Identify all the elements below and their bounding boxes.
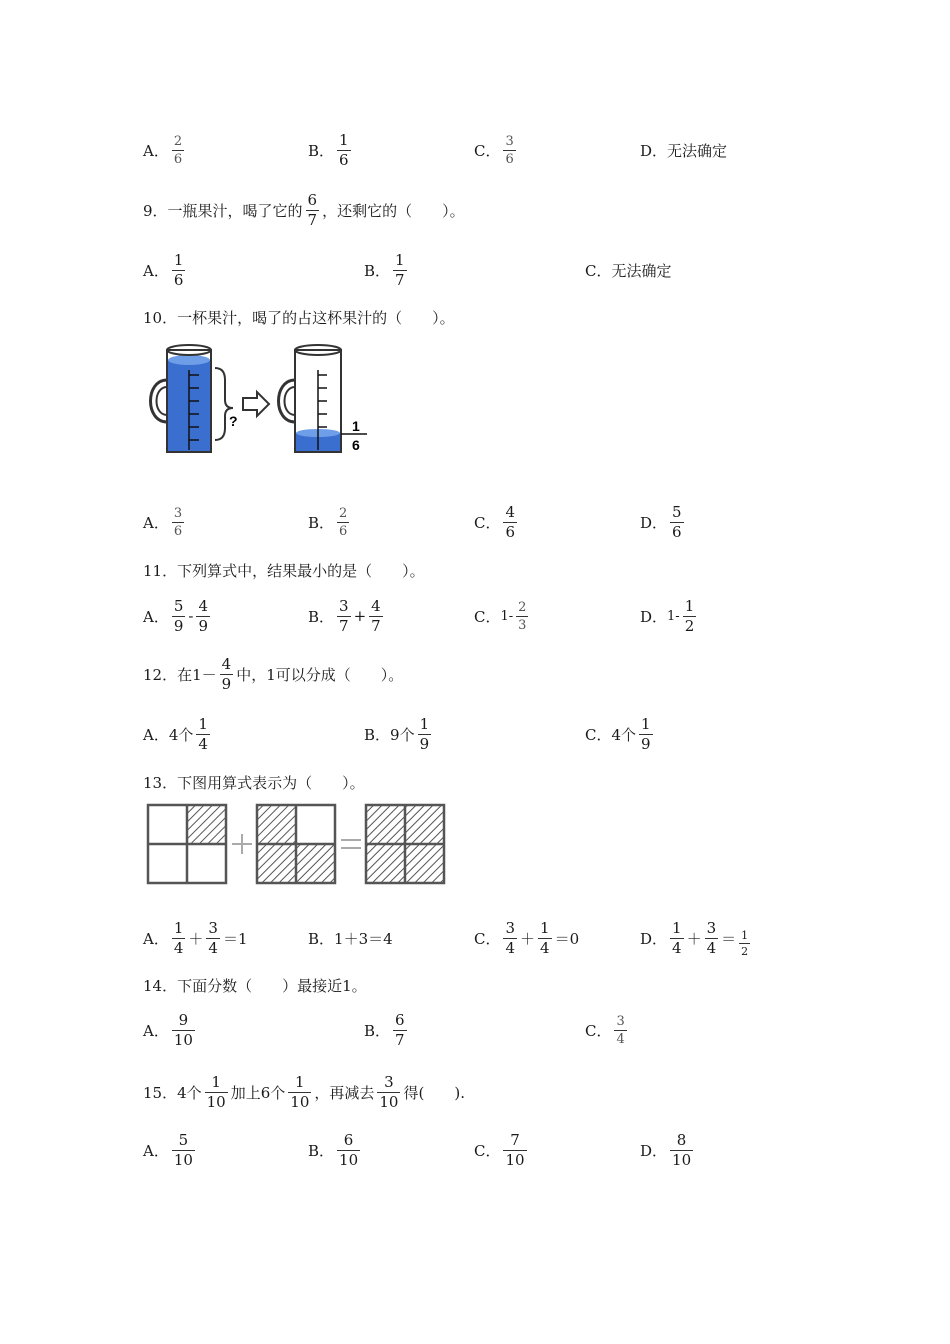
- q14-question: 14．下面分数（ ）最接近1。: [143, 976, 367, 995]
- fraction: $\frac{1}{7}$: [395, 250, 405, 289]
- question-mark: ?: [229, 413, 238, 429]
- q11-options: [0, 586, 950, 646]
- q10-option-c[interactable]: C． $\frac{4}{6}$: [474, 502, 516, 541]
- fraction: $\frac{1}{4}$: [198, 714, 208, 753]
- fraction: $\frac{3}{7}$: [339, 596, 349, 635]
- fraction: $\frac{3}{4}$: [208, 918, 218, 957]
- fraction: $\frac{1}{10}$: [290, 1072, 310, 1111]
- fraction: $\frac{3}{4}$: [706, 918, 717, 957]
- q15-option-a[interactable]: A． $\frac{5}{10}$: [143, 1130, 193, 1169]
- fraction: $\frac{5}{6}$: [672, 502, 682, 541]
- fraction: $\frac{6}{7}$: [307, 190, 318, 229]
- fraction: $\frac{5}{9}$: [173, 596, 184, 635]
- q12-option-b[interactable]: B． 9个 $\frac{1}{9}$: [364, 714, 430, 753]
- fraction: $\frac{1}{4}$: [672, 918, 682, 957]
- fraction: $\frac{1}{2}$: [741, 928, 749, 958]
- q13-option-a[interactable]: A． $\frac{1}{4}$ ＋ $\frac{3}{4}$ ＝1: [143, 918, 248, 957]
- arrow-right-icon: [243, 392, 269, 416]
- q10-option-b[interactable]: B． $\frac{2}{6}$: [308, 505, 348, 539]
- fraction: $\frac{4}{7}$: [371, 596, 381, 635]
- q13-option-c[interactable]: C． $\frac{3}{4}$ ＋ $\frac{1}{4}$ ＝0: [474, 918, 580, 957]
- q13-question: 13．下图用算式表示为（ ）。: [143, 773, 365, 792]
- q14-option-c[interactable]: C． $\frac{3}{4}$: [585, 1013, 625, 1047]
- q12-option-c[interactable]: C． 4个 $\frac{1}{9}$: [585, 714, 651, 753]
- q8-option-a[interactable]: A． $\frac{2}{6}$: [143, 133, 183, 167]
- plus-sign: [232, 834, 252, 854]
- q10-question: 10．一杯果汁，喝了的占这杯果汁的（ ）。: [143, 308, 455, 327]
- q8-option-c[interactable]: C． $\frac{3}{6}$: [474, 133, 514, 167]
- q15-option-c[interactable]: C． $\frac{7}{10}$: [474, 1130, 525, 1169]
- q11-question: 11．下列算式中，结果最小的是（ ）。: [143, 561, 425, 580]
- fraction: $\frac{1}{4}$: [173, 918, 184, 957]
- square-three-quarters: [257, 805, 335, 883]
- fraction: $\frac{1}{9}$: [419, 714, 430, 753]
- q13-options: [0, 908, 950, 968]
- square-one-quarter: [148, 805, 226, 883]
- fraction-label-den: 6: [352, 437, 360, 453]
- fraction: $\frac{6}{10}$: [339, 1130, 359, 1169]
- q9-options: [0, 240, 950, 300]
- q10-option-d[interactable]: D． $\frac{5}{6}$: [640, 502, 682, 541]
- q15-options: [0, 1120, 950, 1180]
- fraction: $\frac{4}{6}$: [505, 502, 516, 541]
- fraction-label-num: 1: [352, 418, 360, 434]
- q14-option-a[interactable]: A． $\frac{9}{10}$: [143, 1010, 193, 1049]
- q15-option-d[interactable]: D． $\frac{8}{10}$: [640, 1130, 692, 1169]
- q11-option-c[interactable]: C． 1- $\frac{2}{3}$: [474, 599, 527, 633]
- fraction: $\frac{1}{4}$: [540, 918, 550, 957]
- square-full: [366, 805, 444, 883]
- q9-option-c[interactable]: C． 无法确定: [585, 261, 672, 280]
- q11-option-b[interactable]: B． $\frac{3}{7}$ + $\frac{4}{7}$: [308, 596, 381, 635]
- fraction: $\frac{2}{6}$: [339, 505, 348, 539]
- fraction: $\frac{1}{2}$: [684, 596, 695, 635]
- fraction: $\frac{9}{10}$: [173, 1010, 193, 1049]
- q13-option-b[interactable]: B． 1＋3＝4: [308, 929, 393, 948]
- q13-option-d[interactable]: D． $\frac{1}{4}$ ＋ $\frac{3}{4}$ ＝ $\frac{1}{2}$: [640, 918, 749, 958]
- fraction: $\frac{1}{10}$: [206, 1072, 226, 1111]
- fraction: $\frac{3}{10}$: [379, 1072, 399, 1111]
- q9-option-b[interactable]: B． $\frac{1}{7}$: [364, 250, 405, 289]
- fraction: $\frac{8}{10}$: [672, 1130, 692, 1169]
- fraction: $\frac{3}{6}$: [505, 133, 514, 167]
- fraction: $\frac{4}{9}$: [198, 596, 209, 635]
- q12-options: [0, 704, 950, 764]
- q12-question: 12．在1－ $\frac{4}{9}$ 中，1可以分成（ ）。: [143, 654, 404, 693]
- fraction: $\frac{1}{6}$: [339, 130, 349, 169]
- fraction: $\frac{4}{9}$: [221, 654, 232, 693]
- brace: [215, 368, 233, 440]
- q10-options: [0, 492, 950, 552]
- q8-option-b[interactable]: B． $\frac{1}{6}$: [308, 130, 349, 169]
- q9-question: 9．一瓶果汁，喝了它的 $\frac{6}{7}$ ，还剩它的（ ）。: [143, 190, 465, 229]
- q15-option-b[interactable]: B． $\frac{6}{10}$: [308, 1130, 359, 1169]
- fraction: $\frac{1}{9}$: [641, 714, 651, 753]
- fraction: $\frac{1}{6}$: [173, 250, 184, 289]
- q8-options: [0, 120, 950, 180]
- q11-option-d[interactable]: D． 1- $\frac{1}{2}$: [640, 596, 695, 635]
- fraction: $\frac{3}{6}$: [173, 505, 183, 539]
- fraction: $\frac{3}{4}$: [505, 918, 516, 957]
- fraction: $\frac{3}{4}$: [616, 1013, 625, 1047]
- q10-option-a[interactable]: A． $\frac{3}{6}$: [143, 505, 183, 539]
- fraction: $\frac{5}{10}$: [173, 1130, 193, 1169]
- equals-sign: [341, 840, 361, 848]
- q9-option-a[interactable]: A． $\frac{1}{6}$: [143, 250, 184, 289]
- q8-option-d[interactable]: D． 无法确定: [640, 141, 728, 160]
- juice-cups-figure: [145, 340, 380, 460]
- fraction: $\frac{7}{10}$: [505, 1130, 525, 1169]
- q14-option-b[interactable]: B． $\frac{6}{7}$: [364, 1010, 405, 1049]
- q12-option-a[interactable]: A． 4个 $\frac{1}{4}$: [143, 714, 208, 753]
- q15-question: 15．4个 $\frac{1}{10}$ 加上6个 $\frac{1}{10}$ ，再减去 $\frac{3}{10}$ 得( ).: [143, 1072, 465, 1111]
- q14-options: [0, 1000, 950, 1060]
- squares-figure: [146, 803, 446, 887]
- q11-option-a[interactable]: A． $\frac{5}{9}$ - $\frac{4}{9}$: [143, 596, 209, 635]
- fraction: $\frac{6}{7}$: [395, 1010, 405, 1049]
- fraction: $\frac{2}{3}$: [518, 599, 527, 633]
- fraction: $\frac{2}{6}$: [173, 133, 183, 167]
